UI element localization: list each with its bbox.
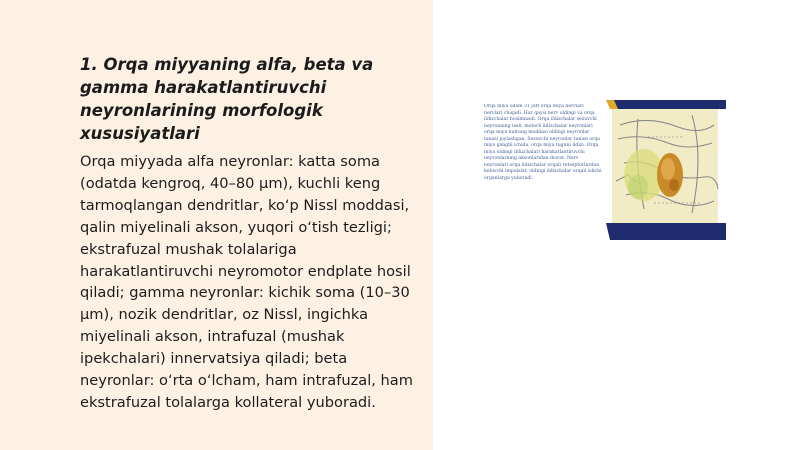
spinal-cord-illustration xyxy=(478,97,726,240)
navy-band-top xyxy=(606,100,726,109)
illustration-caption-text: Orqa miya odam 31 juft orqa miya nervlari nervlari chiqadi. Har qaysi nerv oldingi va orqa ildizchalar bosilmasdi. Orqa ildizchalar sezuvchi neyronning iseli, motorli ildizchalar neyronlari orqa miya kulrang moddasi oldingi neyronlar tanasi joylashgan. Sezuvchi neyronlar tanasi orqa miya ganglii ichida, orqa miya tuguni ildizi. Orqa miya oldingi ildizchalari harakatlantiruvchi neyronlarning aksonlaridan iborat. Nerv neyronlari orqa ildizchalar orqali retseptorlardan keluvchi impulslar, oldingi ildizchalar orqali ishchi organlarga yuboradi. xyxy=(484,104,602,182)
slide-body-text: Orqa miyyada alfa neyronlar: katta soma (odatda kengroq, 40–80 µm), kuchli keng tarmoqlangan dendritlar, ko‘p Nissl moddasi, qalin miyelinali akson, yuqori o‘tish tezligi; ekstrafuzal mushak tolalariga harakatlantiruvchi neyromotor endplate hosil qiladi; gamma neyronlar: kichik soma (10–30 µm), nozik dendritlar, oz Nissl, ingichka miyelinali akson, intrafuzal (mushak ipekchalari) innervatsiya qiladi; beta neyronlar: o‘rta o‘lcham, ham intrafuzal, ham ekstrafuzal tolalarga kollateral yuboradi. xyxy=(80,153,413,411)
slide-title: 1. Orqa miyyaning alfa, beta va gamma harakatlantiruvchi neyronlarining morfologik xususiyatlari xyxy=(80,55,374,143)
navy-band-bottom xyxy=(606,223,726,240)
